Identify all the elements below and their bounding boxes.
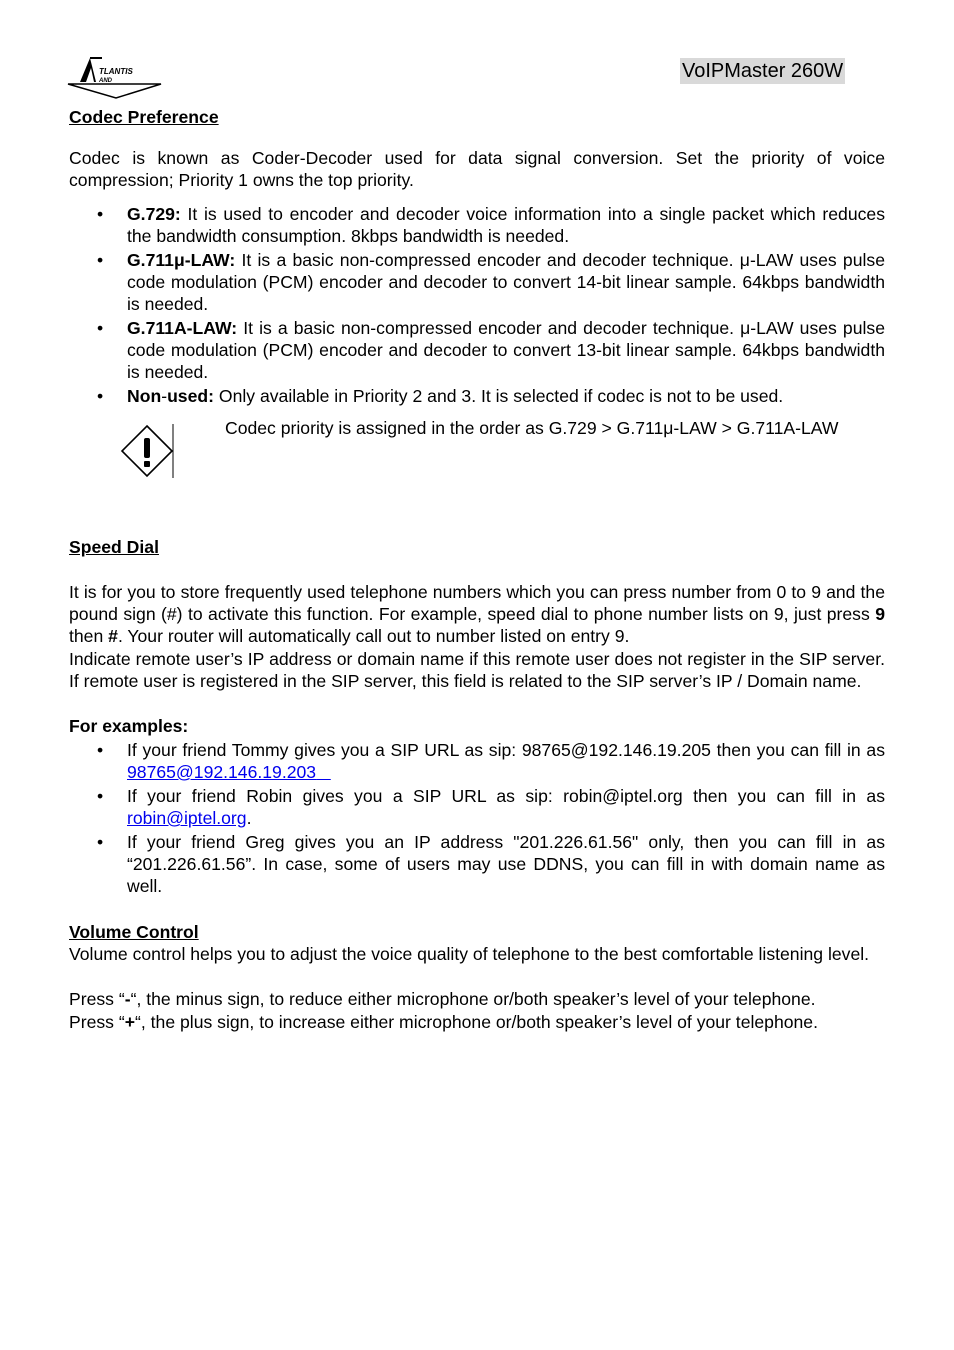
codec-intro: Codec is known as Coder-Decoder used for data signal conversion. Set the priority of voice compression; Priority 1 owns the top priority. <box>69 148 885 190</box>
codec-priority-note: Codec priority is assigned in the order as G.729 > G.711μ-LAW > G.711A-LAW <box>225 418 839 438</box>
speed-dial-paragraph-1: It is for you to store frequently used telephone numbers which you can press number from 0 to 9 and the pound sign (#) to activate this function. For example, speed dial to phone number lists on 9, just press 9 then #. Your router will automatically call out to number listed on entry 9. <box>69 582 885 646</box>
volume-minus-line: Press “-“, the minus sign, to reduce either microphone or/both speaker’s level of your telephone. <box>69 989 816 1009</box>
warning-icon <box>120 424 174 478</box>
svg-text:AND: AND <box>99 78 112 84</box>
codec-item-non-used: • Non-used: Only available in Priority 2 and 3. It is selected if codec is not to be used. <box>69 385 885 407</box>
example-robin: • If your friend Robin gives you a SIP URL as sip: robin@iptel.org then you can fill in as robin@iptel.org. <box>69 785 885 829</box>
example-tommy-link[interactable]: 98765@192.146.19.203 <box>127 762 317 782</box>
codec-item-g711u: • G.711μ-LAW: It is a basic non-compressed encoder and decoder technique. μ-LAW uses pulse code modulation (PCM) encoder and decoder to convert 14-bit linear sample. 64kbps bandwidth is needed. <box>69 249 885 315</box>
volume-paragraph: Volume control helps you to adjust the voice quality of telephone to the best comfortable listening level. <box>69 944 870 964</box>
codec-preference-heading: Codec Preference <box>69 107 219 127</box>
example-tommy: • If your friend Tommy gives you a SIP URL as sip: 98765@192.146.19.205 then you can fill in as 98765@192.146.19.203 <box>69 739 885 783</box>
codec-item-g729: • G.729: It is used to encoder and decoder voice information into a single packet which reduces the bandwidth consumption. 8kbps bandwidth is needed. <box>69 203 885 247</box>
product-model-label: VoIPMaster 260W <box>682 60 844 82</box>
example-greg: • If your friend Greg gives you an IP address "201.226.61.56" only, then you can fill in as “201.226.61.56”. In case, some of users may use DDNS, you can fill in with domain name as well. <box>69 831 885 897</box>
codec-list <box>69 203 885 407</box>
speed-dial-paragraph-2: Indicate remote user’s IP address or domain name if this remote user does not register in the SIP server. If remote user is registered in the SIP server, this field is related to the SIP server’s IP / Domain name. <box>69 649 885 691</box>
volume-control-heading: Volume Control <box>69 922 199 942</box>
examples-label: For examples: <box>69 716 189 736</box>
atlantis-land-logo <box>66 52 166 100</box>
speed-dial-heading: Speed Dial <box>69 537 159 557</box>
examples-list <box>69 739 885 897</box>
volume-plus-line: Press “+“, the plus sign, to increase either microphone or/both speaker’s level of your telephone. <box>69 1012 818 1032</box>
example-robin-link[interactable]: robin@iptel.org <box>127 808 247 828</box>
codec-item-g711a: • G.711A-LAW: It is a basic non-compressed encoder and decoder technique. μ-LAW uses pulse code modulation (PCM) encoder and decoder to convert 13-bit linear sample. 64kbps bandwidth is needed. <box>69 317 885 383</box>
svg-text:TLANTIS: TLANTIS <box>99 67 133 76</box>
